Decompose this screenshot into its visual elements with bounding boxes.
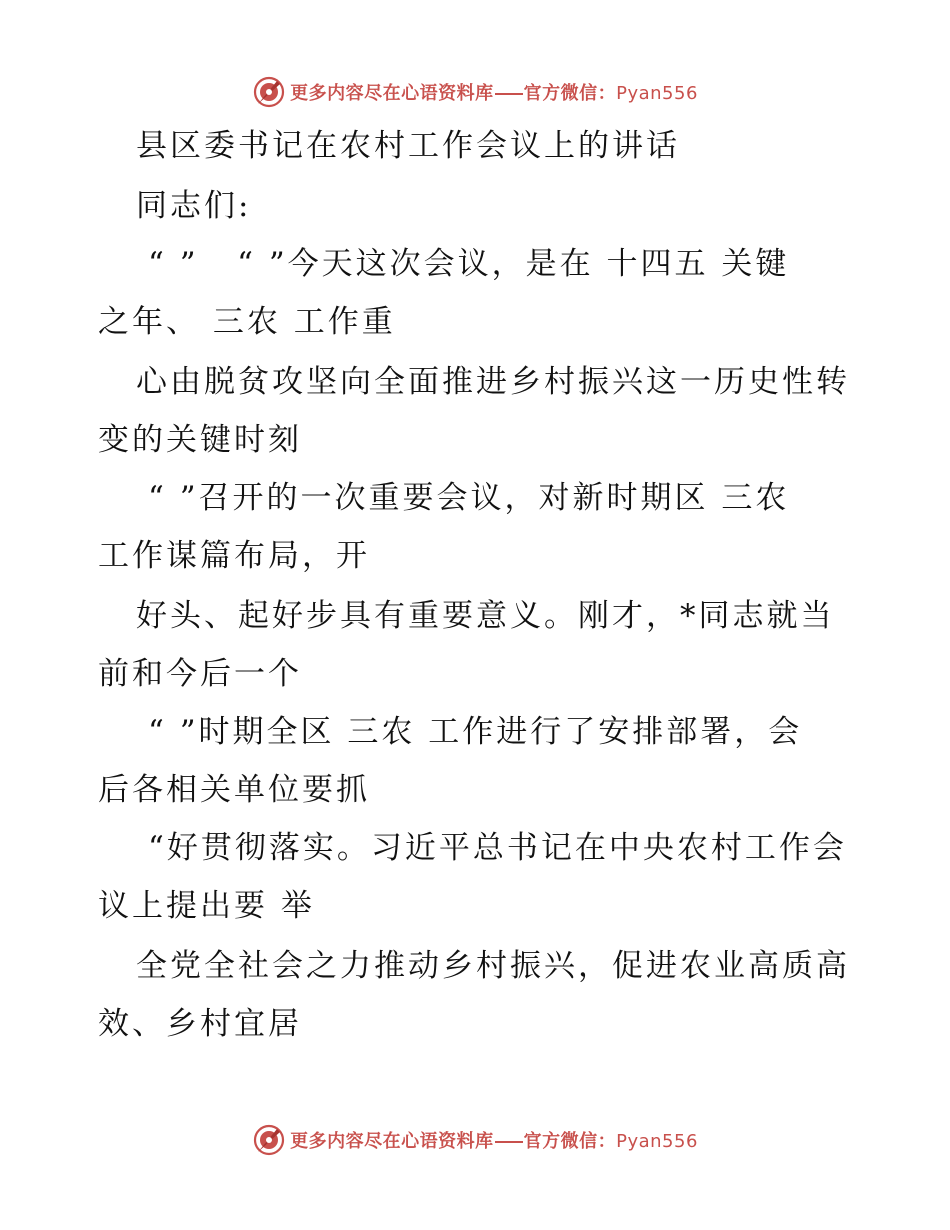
header-watermark bbox=[0, 72, 950, 112]
footer-watermark bbox=[0, 1120, 950, 1160]
paragraph-line: 议上提出要 举 bbox=[98, 888, 315, 924]
paragraph-line: 后各相关单位要抓 bbox=[98, 772, 370, 808]
watermark-wechat-label: 官方微信： bbox=[523, 83, 617, 104]
paragraph-line: 变的关键时刻 bbox=[98, 422, 302, 458]
document-title: 县区委书记在农村工作会议上的讲话 bbox=[136, 128, 680, 164]
watermark-text bbox=[290, 79, 698, 105]
paragraph-line: 之年、 三农 工作重 bbox=[98, 304, 396, 340]
watermark-wechat-label: 官方微信： bbox=[523, 1131, 617, 1152]
paragraph-line: 效、乡村宜居 bbox=[98, 1006, 302, 1042]
watermark-dash bbox=[495, 93, 523, 95]
paragraph-line: 心由脱贫攻坚向全面推进乡村振兴这一历史性转 bbox=[136, 364, 850, 400]
paragraph-line: “ ”时期全区 三农 工作进行了安排部署，会 bbox=[148, 714, 803, 750]
watermark-dash bbox=[495, 1141, 523, 1143]
watermark-site-label: 更多内容尽在心语资料库 bbox=[290, 1131, 494, 1152]
watermark-wechat-id: Pyan556 bbox=[616, 83, 698, 104]
paragraph-line: “好贯彻落实。习近平总书记在中央农村工作会 bbox=[148, 830, 847, 866]
watermark-site-label: 更多内容尽在心语资料库 bbox=[290, 83, 494, 104]
quill-logo-icon bbox=[252, 75, 286, 109]
quill-logo-icon bbox=[252, 1123, 286, 1157]
paragraph-line: 前和今后一个 bbox=[98, 656, 302, 692]
paragraph-line: “ ”召开的一次重要会议，对新时期区 三农 bbox=[148, 480, 790, 516]
paragraph-line: 工作谋篇布局，开 bbox=[98, 538, 370, 574]
paragraph-line: “ ” “ ”今天这次会议，是在 十四五 关键 bbox=[148, 246, 790, 282]
paragraph-line: 好头、起好步具有重要意义。刚才，*同志就当 bbox=[136, 598, 835, 634]
salutation: 同志们: bbox=[136, 188, 252, 224]
watermark-wechat-id: Pyan556 bbox=[616, 1131, 698, 1152]
watermark-text bbox=[290, 1127, 698, 1153]
paragraph-line: 全党全社会之力推动乡村振兴，促进农业高质高 bbox=[136, 948, 850, 984]
